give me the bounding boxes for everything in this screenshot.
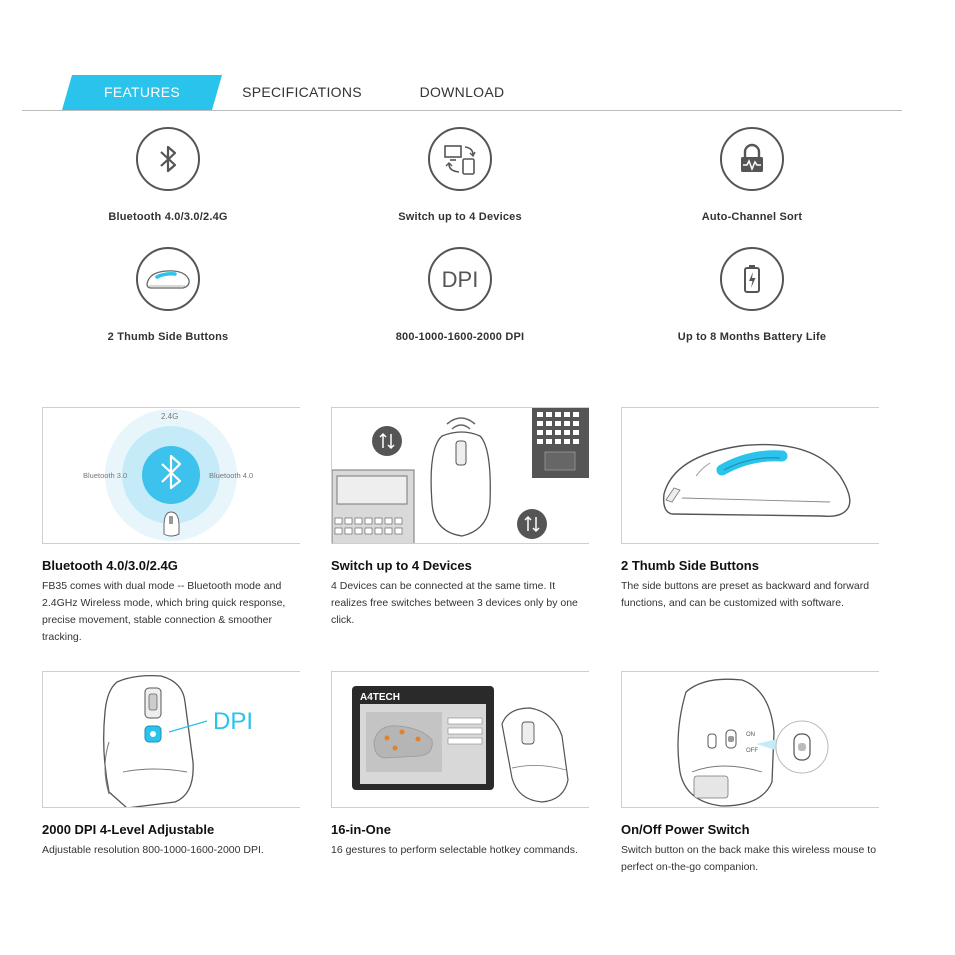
feature-label: Up to 8 Months Battery Life <box>677 331 827 343</box>
dpi-button-image <box>42 671 300 808</box>
feature-bluetooth <box>48 127 288 223</box>
bluetooth-modes-image <box>42 407 300 544</box>
on-label: ON <box>746 732 755 738</box>
card-title: 16-in-One <box>331 822 391 837</box>
card-bluetooth <box>42 407 300 646</box>
power-switch-image <box>621 671 879 808</box>
bluetooth-icon <box>136 127 200 191</box>
tab-download[interactable]: DOWNLOAD <box>419 84 505 100</box>
card-title: 2 Thumb Side Buttons <box>621 558 759 573</box>
card-description: 16 gestures to perform selectable hotkey commands. <box>331 844 578 856</box>
thumb-buttons-image <box>621 407 879 544</box>
card-switch-devices <box>331 407 589 629</box>
feature-label: Switch up to 4 Devices <box>398 211 522 223</box>
bluetooth-3-label: Bluetooth 3.0 <box>83 471 128 480</box>
feature-label: 2 Thumb Side Buttons <box>107 331 229 343</box>
feature-thumb-buttons <box>48 247 288 343</box>
battery-icon <box>720 247 784 311</box>
feature-dpi <box>340 247 580 343</box>
a4tech-logo-text: A4TECH <box>360 692 401 703</box>
feature-label: Bluetooth 4.0/3.0/2.4G <box>108 211 228 223</box>
card-description: Adjustable resolution 800-1000-1600-2000 DPI. <box>42 844 264 856</box>
feature-label: Auto-Channel Sort <box>701 211 803 223</box>
bluetooth-2-4g-label: 2.4G <box>161 412 179 421</box>
card-thumb-buttons <box>621 407 879 612</box>
bluetooth-4-label: Bluetooth 4.0 <box>209 471 254 480</box>
card-16-in-one <box>331 671 589 859</box>
thumb-side-buttons-icon <box>136 247 200 311</box>
tab-features[interactable]: FEATURES <box>103 84 181 100</box>
card-title: Switch up to 4 Devices <box>331 558 472 573</box>
feature-switch-devices <box>340 127 580 223</box>
card-description: FB35 comes with dual mode -- Bluetooth mode and 2.4GHz Wireless mode, which bring quick response, precise movement, stable connection & smoother tracking. <box>42 580 286 643</box>
software-gestures-image <box>331 671 589 808</box>
tab-specifications[interactable]: SPECIFICATIONS <box>242 84 362 100</box>
feature-auto-channel <box>632 127 872 223</box>
switch-devices-image <box>331 407 589 544</box>
card-dpi <box>42 671 300 859</box>
card-title: Bluetooth 4.0/3.0/2.4G <box>42 558 178 573</box>
switch-devices-icon <box>428 127 492 191</box>
dpi-badge-text: DPI <box>213 708 254 735</box>
card-title: 2000 DPI 4-Level Adjustable <box>42 822 215 837</box>
dpi-icon <box>428 247 492 311</box>
svg-text:DPI: DPI <box>441 267 479 292</box>
off-label: OFF <box>746 748 758 754</box>
card-title: On/Off Power Switch <box>621 822 750 837</box>
feature-label: 800-1000-1600-2000 DPI <box>395 331 525 343</box>
card-description: Switch button on the back make this wireless mouse to perfect on-the-go companion. <box>621 844 877 873</box>
card-power-switch <box>621 671 879 876</box>
auto-channel-lock-icon <box>720 127 784 191</box>
card-description: The side buttons are preset as backward and forward functions, and can be customized with software. <box>621 580 870 609</box>
tab-bar <box>22 75 902 111</box>
feature-battery <box>632 247 872 343</box>
card-description: 4 Devices can be connected at the same time. It realizes free switches between 3 devices only by one click. <box>331 580 578 626</box>
